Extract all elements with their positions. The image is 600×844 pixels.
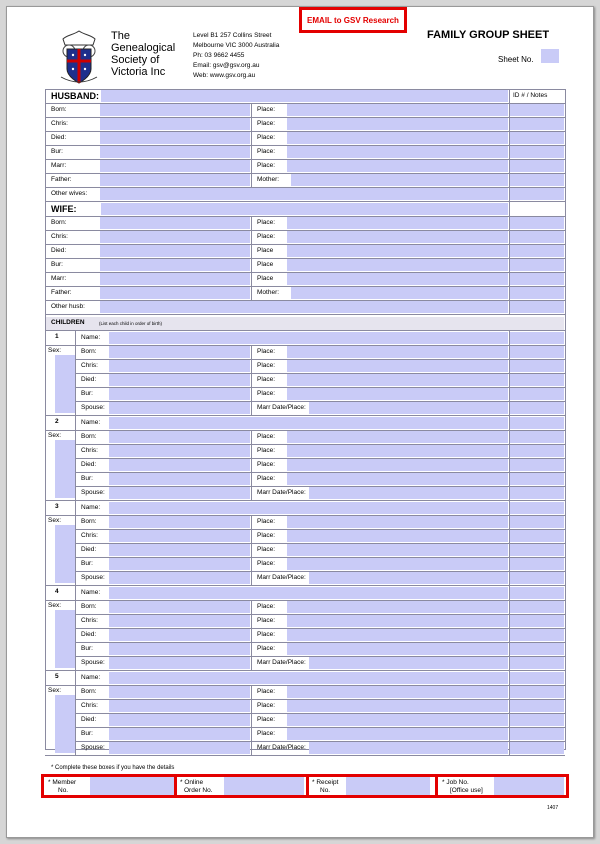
child-5-date-field-0[interactable] [109, 686, 250, 698]
child-4-place-field-3[interactable] [287, 643, 508, 655]
child-3-row-label-4: Spouse: [81, 574, 105, 581]
husband-id-field-0[interactable] [510, 104, 564, 116]
child-4-date-field-1[interactable] [109, 615, 250, 627]
child-5-place-label-1: Place: [257, 702, 276, 709]
child-4-date-field-2[interactable] [109, 629, 250, 641]
grid-line [251, 628, 252, 642]
child-1-sex-label: Sex: [48, 347, 62, 354]
wife-other-field[interactable] [100, 301, 508, 313]
husband-place-label-4: Place: [257, 162, 276, 169]
child-1-place-label-2: Place: [257, 376, 276, 383]
child-1-date-field-0[interactable] [109, 346, 250, 358]
grid-line [251, 699, 252, 713]
child-1-number: 1 [55, 333, 59, 340]
child-1-date-field-2[interactable] [109, 374, 250, 386]
child-5-place-field-0[interactable] [287, 686, 508, 698]
child-3-place-field-2[interactable] [287, 544, 508, 556]
husband-place-field-4[interactable] [287, 160, 508, 172]
child-5-place-label-4: Marr Date/Place: [257, 744, 306, 751]
grid-line [251, 145, 252, 159]
child-1-row-label-4: Spouse: [81, 404, 105, 411]
wife-row-label-3: Bur: [51, 261, 63, 268]
email-gsv-research-button[interactable]: EMAIL to GSV Research [299, 7, 407, 33]
child-1-note-field-2[interactable] [510, 374, 564, 386]
husband-row-label-2: Died: [51, 134, 67, 141]
grid-line [251, 401, 252, 415]
grid-line [251, 131, 252, 145]
child-2-note-field-3[interactable] [510, 473, 564, 485]
child-3-note-field-4[interactable] [510, 572, 564, 584]
child-2-row-label-4: Spouse: [81, 489, 105, 496]
husband-place-label-3: Place: [257, 148, 276, 155]
child-3-row-label-2: Died: [81, 546, 97, 553]
child-2-place-field-0[interactable] [287, 431, 508, 443]
sheet-no-field[interactable] [541, 49, 559, 63]
child-2-id-field[interactable] [510, 417, 564, 429]
grid-line [45, 430, 75, 431]
child-3-date-field-2[interactable] [109, 544, 250, 556]
child-5-date-field-1[interactable] [109, 700, 250, 712]
grid-line [45, 585, 565, 586]
child-3-note-field-1[interactable] [510, 530, 564, 542]
form-page [6, 6, 594, 838]
wife-row-label-5: Father: [51, 289, 72, 296]
grid-line [45, 670, 565, 671]
grid-line [251, 642, 252, 656]
child-2-place-label-0: Place: [257, 433, 276, 440]
child-1-note-field-0[interactable] [510, 346, 564, 358]
husband-mother-field[interactable] [291, 174, 508, 186]
husband-row-label-6: Other wives: [51, 190, 88, 197]
grid-line [251, 713, 252, 727]
husband-id-field-4[interactable] [510, 160, 564, 172]
wife-father-field[interactable] [100, 287, 250, 299]
husband-other-field[interactable] [100, 188, 508, 200]
grid-line [251, 244, 252, 258]
child-1-row-label-0: Born: [81, 348, 97, 355]
grid-line [45, 500, 565, 501]
child-1-place-label-0: Place: [257, 348, 276, 355]
child-4-row-label-3: Bur: [81, 645, 93, 652]
child-3-name-label: Name: [81, 504, 101, 511]
grid-line [251, 571, 252, 585]
child-4-name-label: Name: [81, 589, 101, 596]
wife-place-label-4: Place [257, 275, 274, 282]
child-4-name-field[interactable] [109, 587, 508, 599]
child-3-note-field-3[interactable] [510, 558, 564, 570]
wife-date-field-0[interactable] [100, 217, 250, 229]
grid-line [251, 486, 252, 500]
child-1-name-field[interactable] [109, 332, 508, 344]
wife-row-label-4: Marr: [51, 275, 67, 282]
husband-id-field-3[interactable] [510, 146, 564, 158]
grid-line [251, 472, 252, 486]
child-1-sex-field[interactable] [55, 355, 75, 413]
child-3-date-field-3[interactable] [109, 558, 250, 570]
job-no-field[interactable]: * Job No. [Office use] [442, 777, 566, 797]
grid-line [251, 173, 252, 187]
child-3-place-field-4[interactable] [309, 572, 508, 584]
child-5-place-label-3: Place: [257, 730, 276, 737]
child-4-row-label-2: Died: [81, 631, 97, 638]
child-3-date-field-4[interactable] [109, 572, 250, 584]
husband-place-label-0: Place: [257, 106, 276, 113]
grid-line [251, 230, 252, 244]
child-5-note-field-4[interactable] [510, 742, 564, 754]
husband-id-field-5[interactable] [510, 174, 564, 186]
grid-line [251, 515, 252, 529]
grid-line [251, 159, 252, 173]
grid-line [251, 430, 252, 444]
society-crest-icon [59, 29, 99, 85]
grid-line [251, 387, 252, 401]
id-notes-header: ID # / Notes [513, 92, 548, 99]
receipt-no-field[interactable]: * Receipt No. [312, 777, 434, 797]
child-3-place-label-3: Place: [257, 560, 276, 567]
child-4-date-field-3[interactable] [109, 643, 250, 655]
grid-line [251, 258, 252, 272]
wife-row-label-2: Died: [51, 247, 67, 254]
org-address: Level B1 257 Collins Street Melbourne VIC 3000 Australia Ph: 03 9662 4455 Email: gsv@gsv.org.au Web: www.gsv.org.au [193, 32, 280, 79]
child-1-place-label-1: Place: [257, 362, 276, 369]
grid-line [251, 614, 252, 628]
child-2-place-label-2: Place: [257, 461, 276, 468]
wife-id-blank [510, 203, 564, 215]
husband-id-field-6[interactable] [510, 188, 564, 200]
child-2-row-label-2: Died: [81, 461, 97, 468]
wife-place-label-1: Place: [257, 233, 276, 240]
child-5-row-label-0: Born: [81, 688, 97, 695]
office-fields-box [41, 774, 569, 798]
grid-line [45, 345, 75, 346]
child-2-row-label-1: Chris: [81, 447, 98, 454]
husband-row-label-5: Father: [51, 176, 72, 183]
child-3-place-label-4: Marr Date/Place: [257, 574, 306, 581]
wife-id-field-1[interactable] [510, 231, 564, 243]
child-2-date-field-3[interactable] [109, 473, 250, 485]
husband-row-label-0: Born: [51, 106, 67, 113]
husband-place-field-1[interactable] [287, 118, 508, 130]
wife-name-field[interactable] [101, 203, 508, 215]
grid-line [251, 216, 252, 230]
husband-place-field-0[interactable] [287, 104, 508, 116]
child-5-row-label-1: Chris: [81, 702, 98, 709]
child-1-place-field-0[interactable] [287, 346, 508, 358]
online-order-no-field[interactable]: * Online Order No. [180, 777, 306, 797]
child-3-place-label-2: Place: [257, 546, 276, 553]
grid-line [251, 286, 252, 300]
child-4-place-label-0: Place: [257, 603, 276, 610]
grid-line [45, 89, 46, 750]
wife-row-label-0: Born: [51, 219, 67, 226]
grid-line [45, 330, 565, 331]
child-4-place-label-1: Place: [257, 617, 276, 624]
child-3-place-field-3[interactable] [287, 558, 508, 570]
child-4-place-field-1[interactable] [287, 615, 508, 627]
child-2-place-field-2[interactable] [287, 459, 508, 471]
wife-place-field-0[interactable] [287, 217, 508, 229]
grid-line [251, 272, 252, 286]
child-5-date-field-3[interactable] [109, 728, 250, 740]
child-1-date-field-4[interactable] [109, 402, 250, 414]
child-4-id-field[interactable] [510, 587, 564, 599]
wife-date-field-2[interactable] [100, 245, 250, 257]
child-1-date-field-1[interactable] [109, 360, 250, 372]
grid-line [45, 600, 75, 601]
husband-place-label-1: Place: [257, 120, 276, 127]
child-3-number: 3 [55, 503, 59, 510]
grid-line [251, 685, 252, 699]
husband-id-field-2[interactable] [510, 132, 564, 144]
child-4-place-field-0[interactable] [287, 601, 508, 613]
child-4-date-field-4[interactable] [109, 657, 250, 669]
grid-line [45, 515, 75, 516]
child-5-note-field-3[interactable] [510, 728, 564, 740]
child-2-place-field-4[interactable] [309, 487, 508, 499]
husband-id-field-1[interactable] [510, 118, 564, 130]
child-2-date-field-4[interactable] [109, 487, 250, 499]
grid-line [251, 444, 252, 458]
grid-line [45, 685, 75, 686]
child-4-date-field-0[interactable] [109, 601, 250, 613]
husband-date-field-1[interactable] [100, 118, 250, 130]
child-2-number: 2 [55, 418, 59, 425]
child-5-row-label-2: Died: [81, 716, 97, 723]
husband-father-field[interactable] [100, 174, 250, 186]
grid-line [251, 458, 252, 472]
wife-date-field-3[interactable] [100, 259, 250, 271]
form-code: 1407 [547, 805, 559, 811]
grid-line [251, 543, 252, 557]
child-2-place-label-1: Place: [257, 447, 276, 454]
child-2-date-field-1[interactable] [109, 445, 250, 457]
child-4-note-field-4[interactable] [510, 657, 564, 669]
child-2-date-field-0[interactable] [109, 431, 250, 443]
child-2-place-label-4: Marr Date/Place: [257, 489, 306, 496]
child-4-sex-field[interactable] [55, 610, 75, 668]
wife-place-field-2[interactable] [287, 245, 508, 257]
child-2-place-field-3[interactable] [287, 473, 508, 485]
child-1-note-field-4[interactable] [510, 402, 564, 414]
husband-place-field-3[interactable] [287, 146, 508, 158]
member-no-field[interactable]: * Member No. [48, 777, 178, 797]
child-3-row-label-3: Bur: [81, 560, 93, 567]
child-3-sex-label: Sex: [48, 517, 62, 524]
child-3-row-label-1: Chris: [81, 532, 98, 539]
child-5-note-field-2[interactable] [510, 714, 564, 726]
husband-place-field-2[interactable] [287, 132, 508, 144]
child-5-row-label-3: Bur: [81, 730, 93, 737]
child-5-place-field-1[interactable] [287, 700, 508, 712]
wife-date-field-1[interactable] [100, 231, 250, 243]
grid-line [45, 415, 565, 416]
grid-line [251, 373, 252, 387]
child-4-place-label-4: Marr Date/Place: [257, 659, 306, 666]
child-1-row-label-1: Chris: [81, 362, 98, 369]
child-5-place-label-2: Place: [257, 716, 276, 723]
child-5-place-field-4[interactable] [309, 742, 508, 754]
child-3-place-label-0: Place: [257, 518, 276, 525]
child-2-note-field-4[interactable] [510, 487, 564, 499]
child-3-place-field-0[interactable] [287, 516, 508, 528]
child-2-note-field-2[interactable] [510, 459, 564, 471]
husband-date-field-2[interactable] [100, 132, 250, 144]
child-4-note-field-1[interactable] [510, 615, 564, 627]
org-name: The Genealogical Society of Victoria Inc [111, 30, 176, 78]
child-2-name-label: Name: [81, 419, 101, 426]
child-4-row-label-0: Born: [81, 603, 97, 610]
husband-row-label-4: Marr: [51, 162, 67, 169]
child-5-date-field-2[interactable] [109, 714, 250, 726]
grid-line [251, 345, 252, 359]
child-5-row-label-4: Spouse: [81, 744, 105, 751]
husband-heading: HUSBAND: [51, 91, 99, 101]
child-2-place-field-1[interactable] [287, 445, 508, 457]
wife-place-field-3[interactable] [287, 259, 508, 271]
children-heading: CHILDREN [51, 319, 85, 326]
child-1-note-field-3[interactable] [510, 388, 564, 400]
wife-place-field-4[interactable] [287, 273, 508, 285]
child-4-place-label-3: Place: [257, 645, 276, 652]
child-2-note-field-1[interactable] [510, 445, 564, 457]
child-5-date-field-4[interactable] [109, 742, 250, 754]
child-5-name-field[interactable] [109, 672, 508, 684]
child-5-sex-label: Sex: [48, 687, 62, 694]
child-3-place-label-1: Place: [257, 532, 276, 539]
wife-mother-field[interactable] [291, 287, 508, 299]
wife-id-field-2[interactable] [510, 245, 564, 257]
child-1-note-field-1[interactable] [510, 360, 564, 372]
child-4-sex-label: Sex: [48, 602, 62, 609]
child-4-place-label-2: Place: [257, 631, 276, 638]
child-2-place-label-3: Place: [257, 475, 276, 482]
husband-date-field-0[interactable] [100, 104, 250, 116]
wife-mother-label: Mother: [257, 289, 280, 296]
child-3-date-field-0[interactable] [109, 516, 250, 528]
child-1-name-label: Name: [81, 334, 101, 341]
child-1-place-label-4: Marr Date/Place: [257, 404, 306, 411]
child-5-number: 5 [55, 673, 59, 680]
wife-row-label-6: Other husb: [51, 303, 85, 310]
grid-line [251, 117, 252, 131]
wife-id-field-6[interactable] [510, 301, 564, 313]
child-1-place-field-4[interactable] [309, 402, 508, 414]
wife-place-label-2: Place [257, 247, 274, 254]
husband-place-label-2: Place: [257, 134, 276, 141]
wife-id-field-4[interactable] [510, 273, 564, 285]
wife-id-field-3[interactable] [510, 259, 564, 271]
children-subheading: (List each child in order of birth) [99, 321, 163, 326]
child-3-note-field-0[interactable] [510, 516, 564, 528]
grid-line [251, 600, 252, 614]
husband-row-label-3: Bur: [51, 148, 63, 155]
child-4-place-field-2[interactable] [287, 629, 508, 641]
child-5-place-field-3[interactable] [287, 728, 508, 740]
child-2-note-field-0[interactable] [510, 431, 564, 443]
wife-date-field-4[interactable] [100, 273, 250, 285]
child-4-row-label-4: Spouse: [81, 659, 105, 666]
child-1-place-field-2[interactable] [287, 374, 508, 386]
child-4-row-label-1: Chris: [81, 617, 98, 624]
wife-place-label-0: Place: [257, 219, 276, 226]
husband-row-label-1: Chris: [51, 120, 68, 127]
grid-line [251, 656, 252, 670]
husband-name-field[interactable] [101, 90, 508, 102]
husband-mother-label: Mother: [257, 176, 280, 183]
child-4-note-field-3[interactable] [510, 643, 564, 655]
child-5-id-field[interactable] [510, 672, 564, 684]
grid-line [45, 314, 565, 315]
footer-note: * Complete these boxes if you have the details [51, 765, 175, 771]
child-1-id-field[interactable] [510, 332, 564, 344]
wife-id-field-0[interactable] [510, 217, 564, 229]
child-1-date-field-3[interactable] [109, 388, 250, 400]
child-3-date-field-1[interactable] [109, 530, 250, 542]
grid-line [45, 201, 565, 202]
child-3-place-field-1[interactable] [287, 530, 508, 542]
wife-id-field-5[interactable] [510, 287, 564, 299]
child-5-note-field-0[interactable] [510, 686, 564, 698]
child-1-place-field-3[interactable] [287, 388, 508, 400]
child-4-place-field-4[interactable] [309, 657, 508, 669]
grid-line [251, 741, 252, 755]
grid-line [565, 89, 566, 750]
husband-date-field-3[interactable] [100, 146, 250, 158]
wife-place-field-1[interactable] [287, 231, 508, 243]
page-title: FAMILY GROUP SHEET [427, 29, 550, 41]
child-1-place-label-3: Place: [257, 390, 276, 397]
wife-row-label-1: Chris: [51, 233, 68, 240]
sheet-no-label: Sheet No. [498, 55, 534, 64]
child-5-sex-field[interactable] [55, 695, 75, 753]
child-3-note-field-2[interactable] [510, 544, 564, 556]
grid-line [251, 727, 252, 741]
child-3-sex-field[interactable] [55, 525, 75, 583]
child-5-place-label-0: Place: [257, 688, 276, 695]
child-1-row-label-2: Died: [81, 376, 97, 383]
child-2-row-label-0: Born: [81, 433, 97, 440]
child-4-note-field-2[interactable] [510, 629, 564, 641]
child-3-row-label-0: Born: [81, 518, 97, 525]
wife-place-label-3: Place [257, 261, 274, 268]
grid-line [251, 359, 252, 373]
child-2-row-label-3: Bur: [81, 475, 93, 482]
child-2-date-field-2[interactable] [109, 459, 250, 471]
child-5-note-field-1[interactable] [510, 700, 564, 712]
child-2-sex-field[interactable] [55, 440, 75, 498]
wife-heading: WIFE: [51, 204, 77, 214]
grid-line [251, 103, 252, 117]
child-2-sex-label: Sex: [48, 432, 62, 439]
grid-line [251, 557, 252, 571]
child-2-name-field[interactable] [109, 417, 508, 429]
grid-line [251, 529, 252, 543]
child-1-row-label-3: Bur: [81, 390, 93, 397]
child-5-place-field-2[interactable] [287, 714, 508, 726]
husband-date-field-4[interactable] [100, 160, 250, 172]
child-4-number: 4 [55, 588, 59, 595]
child-1-place-field-1[interactable] [287, 360, 508, 372]
grid-line [45, 755, 565, 756]
child-3-id-field[interactable] [510, 502, 564, 514]
child-3-name-field[interactable] [109, 502, 508, 514]
child-5-name-label: Name: [81, 674, 101, 681]
child-4-note-field-0[interactable] [510, 601, 564, 613]
